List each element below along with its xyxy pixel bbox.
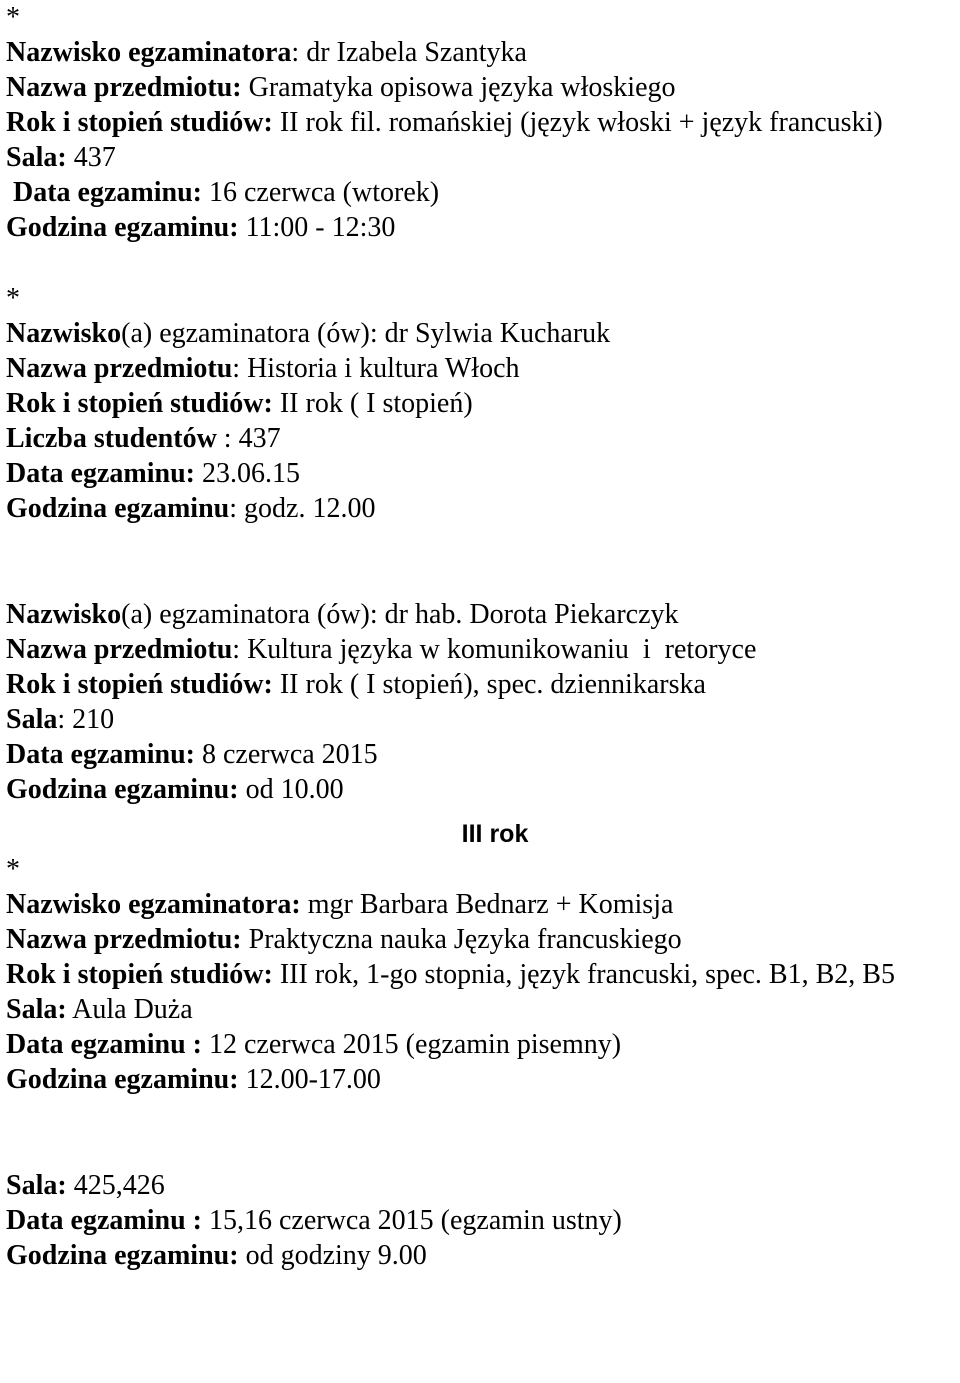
field-value: Gramatyka opisowa języka włoskiego (248, 72, 676, 103)
field-value: 12.00-17.00 (245, 1064, 381, 1095)
field-value: (a) egzaminatora (ów): dr Sylwia Kucharuk (121, 318, 611, 349)
year-line (6, 667, 954, 702)
separator (239, 212, 246, 243)
field-label: Rok i stopień studiów: (6, 388, 273, 419)
entry-marker: * (6, 283, 20, 314)
time-line (6, 491, 954, 526)
room-line (6, 1168, 954, 1203)
field-value: 15,16 czerwca 2015 (egzamin ustny) (208, 1205, 622, 1236)
field-value: 12 czerwca 2015 (egzamin pisemny) (208, 1029, 622, 1060)
separator (67, 142, 74, 173)
field-value: 437 (73, 142, 116, 173)
field-label: Rok i stopień studiów: (6, 107, 273, 138)
examiner-line (6, 316, 954, 351)
field-label: Rok i stopień studiów: (6, 669, 273, 700)
separator: : (57, 704, 73, 735)
separator (273, 107, 280, 138)
separator: : (232, 634, 248, 665)
separator (273, 959, 280, 990)
separator (67, 1170, 74, 1201)
subject-line (6, 351, 954, 386)
students-count-line (6, 421, 954, 456)
field-value: dr Izabela Szantyka (306, 37, 527, 68)
date-line (6, 1203, 954, 1238)
subject-line (6, 70, 954, 105)
field-value: (a) egzaminatora (ów): dr hab. Dorota Piekarczyk (121, 599, 679, 630)
time-line (6, 1238, 954, 1273)
separator: : (291, 37, 307, 68)
field-value: II rok ( I stopień), spec. dziennikarska (279, 669, 706, 700)
field-value: od godziny 9.00 (245, 1240, 427, 1271)
field-value: Historia i kultura Włoch (247, 353, 520, 384)
exam-entry-1 (6, 0, 954, 245)
year-line (6, 105, 954, 140)
field-value: II rok ( I stopień) (279, 388, 473, 419)
field-label: Sala (6, 704, 58, 735)
field-label: Godzina egzaminu: (6, 1240, 239, 1271)
date-line (6, 456, 954, 491)
separator (239, 1240, 246, 1271)
field-label: Sala: (6, 142, 67, 173)
separator: : (216, 423, 239, 454)
exam-entry-4 (6, 852, 954, 1097)
field-value: 23.06.15 (201, 458, 300, 489)
separator (202, 1205, 209, 1236)
field-value: II rok fil. romańskiej (język włoski + język francuski) (279, 107, 883, 138)
separator (301, 889, 308, 920)
field-value: 16 czerwca (wtorek) (208, 177, 440, 208)
exam-entry-5 (6, 1168, 954, 1273)
field-value: 8 czerwca 2015 (201, 739, 378, 770)
field-label: Godzina egzaminu: (6, 1064, 239, 1095)
separator (239, 1064, 246, 1095)
field-label: Sala: (6, 1170, 67, 1201)
separator (273, 669, 280, 700)
field-label: Godzina egzaminu: (6, 774, 239, 805)
field-label: Data egzaminu: (6, 177, 202, 208)
field-label: Godzina egzaminu (6, 493, 230, 524)
time-line (6, 772, 954, 807)
room-line (6, 702, 954, 737)
date-line (6, 1027, 954, 1062)
subject-line (6, 632, 954, 667)
separator (195, 458, 202, 489)
examiner-line (6, 35, 954, 70)
field-value: godz. 12.00 (244, 493, 376, 524)
field-label: Nazwisko (6, 318, 122, 349)
field-value: 425,426 (73, 1170, 165, 1201)
field-label: Nazwa przedmiotu (6, 634, 233, 665)
section-heading-year-3: III rok (461, 820, 529, 848)
field-value: od 10.00 (245, 774, 344, 805)
separator (202, 177, 209, 208)
examiner-line (6, 597, 954, 632)
field-label: Sala: (6, 994, 67, 1025)
date-line (6, 737, 954, 772)
field-value: 210 (72, 704, 115, 735)
entry-marker: * (6, 854, 20, 885)
field-label: Liczba studentów (6, 423, 217, 454)
field-label: Nazwa przedmiotu (6, 353, 233, 384)
field-label: Data egzaminu : (6, 1029, 202, 1060)
field-value: 11:00 - 12:30 (245, 212, 396, 243)
separator (273, 388, 280, 419)
subject-line (6, 922, 954, 957)
room-line (6, 140, 954, 175)
field-label: Rok i stopień studiów: (6, 959, 273, 990)
field-label: Nazwa przedmiotu: (6, 72, 242, 103)
separator (239, 774, 246, 805)
time-line (6, 210, 954, 245)
field-label: Data egzaminu : (6, 1205, 202, 1236)
exam-entry-2 (6, 281, 954, 526)
field-label: Nazwisko egzaminatora: (6, 889, 301, 920)
separator: : (232, 353, 248, 384)
field-value: Praktyczna nauka Języka francuskiego (248, 924, 682, 955)
field-label: Nazwisko (6, 599, 122, 630)
field-label: Data egzaminu: (6, 458, 195, 489)
separator (195, 739, 202, 770)
field-label: Nazwisko egzaminatora (6, 37, 292, 68)
field-value: III rok, 1-go stopnia, język francuski, spec. B1, B2, B5 (279, 959, 895, 990)
separator (242, 924, 249, 955)
year-line (6, 957, 954, 992)
field-value: Kultura języka w komunikowaniu i retoryce (247, 634, 757, 665)
field-value: mgr Barbara Bednarz + Komisja (307, 889, 674, 920)
date-line (6, 175, 954, 210)
field-label: Data egzaminu: (6, 739, 195, 770)
field-value: 437 (238, 423, 281, 454)
entry-marker: * (6, 2, 20, 33)
separator: : (229, 493, 245, 524)
separator (242, 72, 249, 103)
examiner-line (6, 887, 954, 922)
separator (202, 1029, 209, 1060)
field-label: Nazwa przedmiotu: (6, 924, 242, 955)
exam-entry-3 (6, 597, 954, 807)
field-label: Godzina egzaminu: (6, 212, 239, 243)
field-value: Aula Duża (72, 994, 193, 1025)
year-line (6, 386, 954, 421)
time-line (6, 1062, 954, 1097)
room-line (6, 992, 954, 1027)
